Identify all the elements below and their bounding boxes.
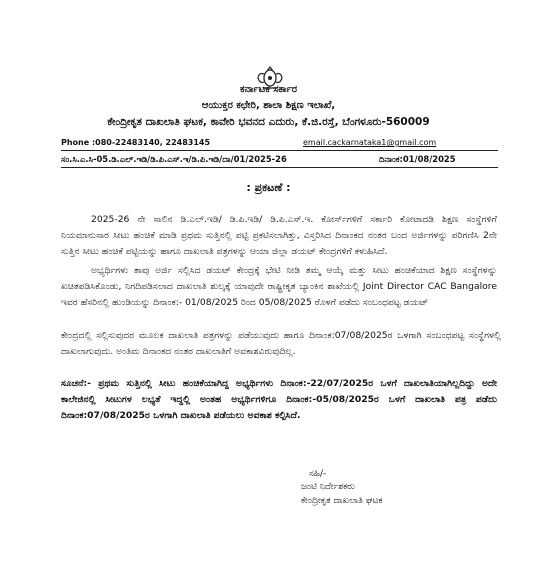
office-name: ಆಯುಕ್ತರ ಕಛೇರಿ, ಶಾಲಾ ಶಿಕ್ಷಣ ಇಲಾಖೆ, — [201, 100, 336, 111]
document-date: ದಿನಾಂಕ:01/08/2025 — [379, 154, 456, 164]
office-address: ಕೇಂದ್ರೀಕೃತ ದಾಖಲಾತಿ ಘಟಕ, ಕಾವೇರಿ ಭವನದ ಎದುರು, ಕೆ.ಜಿ.ರಸ್ತೆ, ಬೆಂಗಳೂರು-560009 — [107, 116, 430, 128]
header-divider-bottom — [61, 167, 498, 168]
note-paragraph: ಸೂಚನೆ:- ಪ್ರಥಮ ಸುತ್ತಿನಲ್ಲಿ ಸೀಟು ಹಂಚಿಕೆಯಾಗಿದ್ದ ಅಭ್ಯರ್ಥಿಗಳು ದಿನಾಂಕ:-22/07/2025ರ ಒಳಗೆ ದಾಖಲಾತಿಯಾಗಿಲ್ಲದಿದ್ದು ಅದೇ ಕಾಲೇಜಿನಲ್ಲಿ ಸೀಟುಗಳ ಲಭ್ಯತೆ ಇದ್ದಲ್ಲಿ ಅಂತಹ ಅಭ್ಯರ್ಥಿಗಳಿಗೂ ದಿನಾಂಕ:-05/08/2025ರ ಒಳಗೆ ದಾಖಲಾತಿ ಪತ್ರ ಪಡೆದು ದಿನಾಂಕ:07/08/2025ರ ಒಳಗಾಗಿ ದಾಖಲಾತಿ ಪಡೆಯಲು ಅವಕಾಶ ಕಲ್ಪಿಸಿದೆ. — [61, 378, 497, 422]
notice-title: : ಪ್ರಕಟಣೆ : — [246, 181, 291, 194]
reference-number: ಸಂ.ಸಿ.ಎ.ಸಿ-05.ಡಿ.ಎಲ್.ಇಡಿ/ಡಿ.ಪಿ.ಎಸ್.ಇ/ಡಿ.ಪಿ.ಇಡಿ/ದಾ/01/2025-26 — [61, 154, 287, 164]
signatory-designation: ಜಂಟಿ ನಿರ್ದೇಶಕರು — [301, 482, 355, 492]
phone-numbers: Phone :080-22483140, 22483145 — [61, 138, 211, 147]
signature-mark: ಸಹಿ/- — [309, 469, 327, 479]
header-divider-top — [61, 150, 498, 151]
paragraph-3: ಕೇಂದ್ರದಲ್ಲಿ ಸಲ್ಲಿಸುವುದರ ಮೂಲಕ ದಾಖಲಾತಿ ಪತ್ರಗಳನ್ನು ಪಡೆಯುವುದು ಹಾಗೂ ದಿನಾಂಕ:07/08/2025ರ ಒಳಗಾಗಿ ಸಂಬಂಧಪಟ್ಟ ಸಂಸ್ಥೆಗಳಲ್ಲಿ ದಾಖಲಾಗುವುದು. ಅಂತಿಮ ದಿನಾಂಕದ ನಂತರ ದಾಖಲಾತಿಗೆ ಅವಕಾಶವಿರುವುದಿಲ್ಲ. — [61, 330, 501, 358]
paragraph-2: ಅಭ್ಯರ್ಥಿಗಳು ತಾವು ಅರ್ಜಿ ಸಲ್ಲಿಸಿದ ಡಯಟ್ ಕೇಂದ್ರಕ್ಕೆ ಭೇಟಿ ನೀಡಿ ತಮ್ಮ ಆಯ್ಕೆ ಮತ್ತು ಸೀಟು ಹಂಚಿಕೆಯಾದ ಶಿಕ್ಷಣ ಸಂಸ್ಥೆಗಳನ್ನು ಖಚಿತಪಡಿಸಿಕೊಂಡು, ನಿಗದಿಪಡಿಸಲಾದ ದಾಖಲಾತಿ ಶುಲ್ಕಕ್ಕೆ ಯಾವುದೇ ರಾಷ್ಟ್ರೀಕೃತ ಬ್ಯಾಂಕಿನ ಶಾಖೆಯಲ್ಲಿ Joint Director CAC Bangalore ಇವರ ಹೆಸರಿನಲ್ಲಿ ಹುಂಡಿಯನ್ನು ದಿನಾಂಕ:- 01/08/2025 ರಿಂದ 05/08/2025 ರೊಳಗೆ ಪಡೆದು ಸಂಬಂಧಪಟ್ಟ ಡಯಟ್ — [61, 265, 497, 309]
government-title: ಕರ್ನಾಟಕ ಸರ್ಕಾರ — [239, 84, 298, 95]
signatory-office: ಕೇಂದ್ರೀಕೃತ ದಾಖಲಾತಿ ಘಟಕ — [301, 496, 383, 506]
email-link[interactable]: email.cackarnataka1@gmail.com — [303, 138, 437, 147]
paragraph-1: 2025-26 ನೇ ಸಾಲಿನ ಡಿ.ಎಲ್.ಇಡಿ/ ಡಿ.ಪಿ.ಇಡಿ/ ಡಿ.ಪಿ.ಎಸ್.ಇ. ಕೋರ್ಸ್‌ಗಳಿಗೆ ಸರ್ಕಾರಿ ಕೋಟಾದಡಿ ಶಿಕ್ಷಣ ಸಂಸ್ಥೆಗಳಿಗೆ ನಿಯಮಾನುಸಾರ ಸೀಟು ಹಂಚಿಕೆ ಮಾಡಿ ಪ್ರಥಮ ಸುತ್ತಿನಲ್ಲಿ ಪಟ್ಟಿ ಪ್ರಕಟಿಸಲಾಗಿತ್ತು, ವಿಸ್ತರಿಸಿದ ದಿನಾಂಕದ ನಂತರ ಬಂದ ಅರ್ಜಿಗಳನ್ನು ಪರಿಗಣಿಸಿ 2ನೇ ಸುತ್ತಿನ ಸೀಟು ಹಂಚಿಕೆ ಪಟ್ಟಿಯನ್ನು ಹಾಗೂ ದಾಖಲಾತಿ ಪತ್ರಗಳನ್ನು ಆಯಾ ಜಿಲ್ಲಾ ಡಯಟ್ ಕೇಂದ್ರಗಳಿಗೆ ಕಳುಹಿಸಿದೆ. — [61, 214, 497, 258]
